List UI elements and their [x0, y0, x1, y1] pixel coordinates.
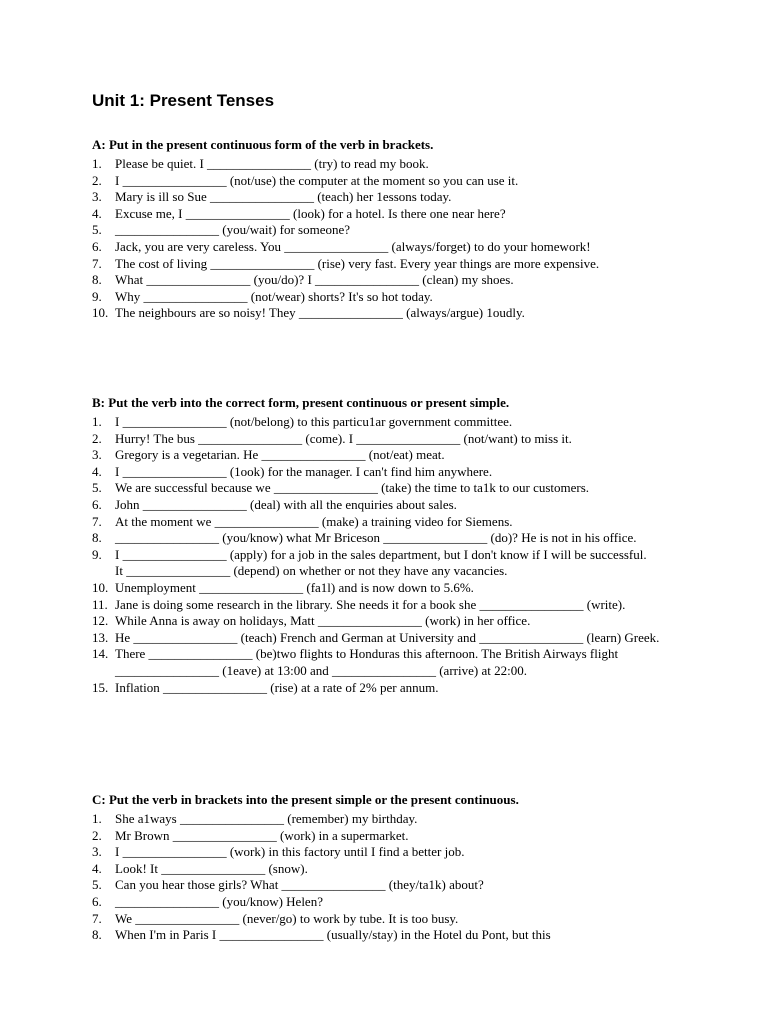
item-number: 10. [92, 579, 109, 595]
item-number: 9. [92, 546, 102, 562]
exercise-item [92, 464, 692, 481]
item-number: 2. [92, 430, 102, 446]
item-number: 4. [92, 205, 102, 221]
exercise-item [92, 272, 692, 289]
exercise-item [92, 597, 692, 614]
exercise-item [92, 447, 692, 464]
section-heading: A: Put in the present continuous form of the verb in brackets. [92, 137, 434, 152]
item-number: 12. [92, 613, 109, 629]
exercise-item [92, 828, 692, 845]
item-text: There ________________ (be)two flights to Honduras this afternoon. The British Airways flight ________________ (1eave) at 13:00 and ________________ (arrive) at 22:00. [115, 646, 619, 678]
item-text: John ________________ (deal) with all the enquiries about sales. [115, 496, 457, 512]
section-heading: C: Put the verb in brackets into the present simple or the present continuous. [92, 792, 519, 807]
item-text: Please be quiet. I ________________ (try) to read my book. [115, 156, 429, 171]
exercise-item [92, 156, 692, 173]
exercise-item [92, 877, 692, 894]
item-number: 2. [92, 827, 102, 843]
item-text: The neighbours are so noisy! They ________________ (always/argue) 1oudly. [115, 305, 525, 321]
item-text: What ________________ (you/do)? I ________________ (clean) my shoes. [115, 272, 514, 288]
item-number: 8. [92, 272, 102, 288]
item-number: 3. [92, 844, 102, 860]
item-text: We are successful because we ________________ (take) the time to ta1k to our customers. [115, 480, 590, 496]
item-number: 11. [92, 596, 108, 612]
item-number: 7. [92, 513, 102, 529]
item-number: 7. [92, 255, 102, 271]
item-text: Can you hear those girls? What ________________ (they/ta1k) about? [115, 877, 484, 893]
section-c [92, 791, 692, 944]
exercise-item [92, 630, 692, 647]
exercise-item [92, 222, 692, 239]
item-number: 1. [92, 414, 102, 429]
exercise-item [92, 894, 692, 911]
item-text: Hurry! The bus ________________ (come). I ________________ (not/want) to miss it. [115, 430, 572, 446]
item-text: I ________________ (not/use) the computer at the moment so you can use it. [115, 172, 519, 188]
exercise-item [92, 811, 692, 828]
exercise-item [92, 431, 692, 448]
page-title: Unit 1: Present Tenses [92, 91, 275, 110]
item-text: Look! It ________________ (snow). [115, 860, 308, 876]
item-number: 6. [92, 893, 102, 909]
exercise-item [92, 480, 692, 497]
item-text: Mr Brown ________________ (work) in a supermarket. [115, 827, 409, 843]
item-number: 9. [92, 288, 102, 304]
section-heading: B: Put the verb into the correct form, present continuous or present simple. [92, 395, 510, 410]
item-number: 7. [92, 910, 102, 926]
item-number: 5. [92, 877, 102, 893]
exercise-item [92, 305, 692, 322]
exercise-item [92, 173, 692, 190]
item-number: 4. [92, 860, 102, 876]
item-text: Excuse me, I ________________ (look) for a hotel. Is there one near here? [115, 205, 506, 221]
exercise-item [92, 289, 692, 306]
section-a [92, 136, 692, 322]
item-number: 8. [92, 530, 102, 546]
item-number: 5. [92, 222, 102, 238]
item-text: I ________________ (1ook) for the manager. I can't find him anywhere. [115, 463, 493, 479]
exercise-item [92, 530, 692, 547]
item-number: 13. [92, 629, 109, 645]
exercise-item [92, 580, 692, 597]
item-number: 6. [92, 496, 102, 512]
item-text: Inflation ________________ (rise) at a rate of 2% per annum. [115, 679, 439, 695]
item-text: We ________________ (never/go) to work by tube. It is too busy. [115, 910, 459, 926]
exercise-item [92, 844, 692, 861]
item-text: At the moment we ________________ (make) a training video for Siemens. [115, 513, 513, 529]
exercise-item [92, 189, 692, 206]
exercise-item [92, 861, 692, 878]
item-text: It ________________ (depend) on whether or not they have any vacancies. [115, 563, 508, 579]
item-text: ________________ (you/wait) for someone? [115, 222, 351, 238]
item-number: 2. [92, 172, 102, 188]
item-text: I ________________ (apply) for a job in the sales department, but I don't know if I will be successful. [115, 546, 647, 562]
item-number: 5. [92, 480, 102, 496]
exercise-item [92, 563, 692, 580]
item-number: 10. [92, 305, 109, 321]
item-text: The cost of living ________________ (rise) very fast. Every year things are more expensive. [115, 255, 600, 271]
exercise-item [92, 646, 692, 679]
exercise-item [92, 547, 692, 564]
item-number: 1. [92, 811, 102, 826]
exercise-item [92, 256, 692, 273]
item-text: While Anna is away on holidays, Matt ________________ (work) in her office. [115, 613, 531, 629]
item-number: 6. [92, 238, 102, 254]
exercise-item [92, 414, 692, 431]
exercise-item [92, 927, 692, 944]
item-text: Jack, you are very careless. You ________________ (always/forget) to do your homework! [115, 238, 591, 254]
item-number: 3. [92, 447, 102, 463]
item-number: 3. [92, 189, 102, 205]
exercise-item [92, 239, 692, 256]
item-text: He ________________ (teach) French and German at University and ________________ (learn) Greek. [115, 629, 660, 645]
item-text: Jane is doing some research in the library. She needs it for a book she ________________ (write). [115, 596, 626, 612]
item-number: 15. [92, 679, 109, 695]
item-text: ________________ (you/know) Helen? [115, 893, 323, 909]
item-text: Unemployment ________________ (fa1l) and is now down to 5.6%. [115, 579, 474, 595]
item-text: Why ________________ (not/wear) shorts? It's so hot today. [115, 288, 433, 304]
item-number: 4. [92, 463, 102, 479]
item-text: When I'm in Paris I ________________ (usually/stay) in the Hotel du Pont, but this [115, 927, 551, 943]
exercise-item [92, 613, 692, 630]
exercise-item [92, 911, 692, 928]
item-text: I ________________ (not/belong) to this particu1ar government committee. [115, 414, 513, 429]
item-number [92, 563, 115, 580]
item-text: Gregory is a vegetarian. He ________________ (not/eat) meat. [115, 447, 445, 463]
section-b [92, 394, 692, 696]
item-text: I ________________ (work) in this factory until I find a better job. [115, 844, 465, 860]
item-number: 8. [92, 927, 102, 943]
item-text: Mary is ill so Sue ________________ (teach) her 1essons today. [115, 189, 452, 205]
item-number: 1. [92, 156, 102, 171]
exercise-item [92, 206, 692, 223]
item-number: 14. [92, 646, 109, 662]
exercise-item [92, 497, 692, 514]
exercise-item [92, 680, 692, 697]
item-text: ________________ (you/know) what Mr Briceson ________________ (do)? He is not in his office. [115, 530, 637, 546]
exercise-item [92, 514, 692, 531]
item-text: She a1ways ________________ (remember) my birthday. [115, 811, 418, 826]
